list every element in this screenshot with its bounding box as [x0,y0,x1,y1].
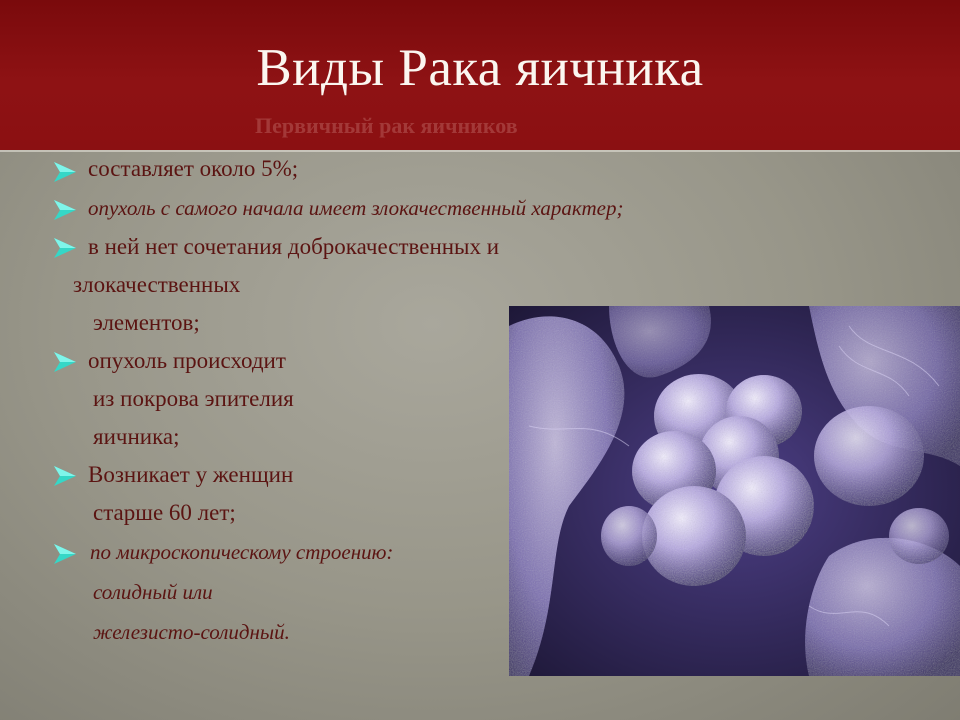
bullet-text: Возникает у женщин [88,462,294,487]
bullet-text: элементов; [93,310,200,335]
header-divider [0,150,960,152]
bullet-text: составляет около 5%; [88,156,299,181]
arrow-bullet-icon [52,464,78,488]
bullet-text: опухоль с самого начала имеет злокачественный характер; [88,196,624,220]
bullet-text: старше 60 лет; [93,500,236,525]
bullet-text: опухоль происходит [88,348,286,373]
slide-title: Виды Рака яичника [256,39,704,97]
bullet-text: из покрова эпителия [93,386,294,411]
bullet-text: в ней нет сочетания доброкачественных и [88,234,500,259]
arrow-bullet-icon [52,350,78,374]
slide-subtitle: Первичный рак яичников [255,113,518,138]
bullet-text: солидный или [93,580,213,604]
arrow-bullet-icon [52,198,78,222]
arrow-bullet-icon [52,542,78,566]
bullet-text: по микроскопическому строению: [90,540,394,564]
bullet-text: яичника; [93,424,180,449]
bullet-text: железисто-солидный. [93,620,290,644]
arrow-bullet-icon [52,236,78,260]
arrow-bullet-icon [52,160,78,184]
tumor-cells-micrograph [509,306,960,676]
bullet-text: злокачественных [73,272,241,297]
